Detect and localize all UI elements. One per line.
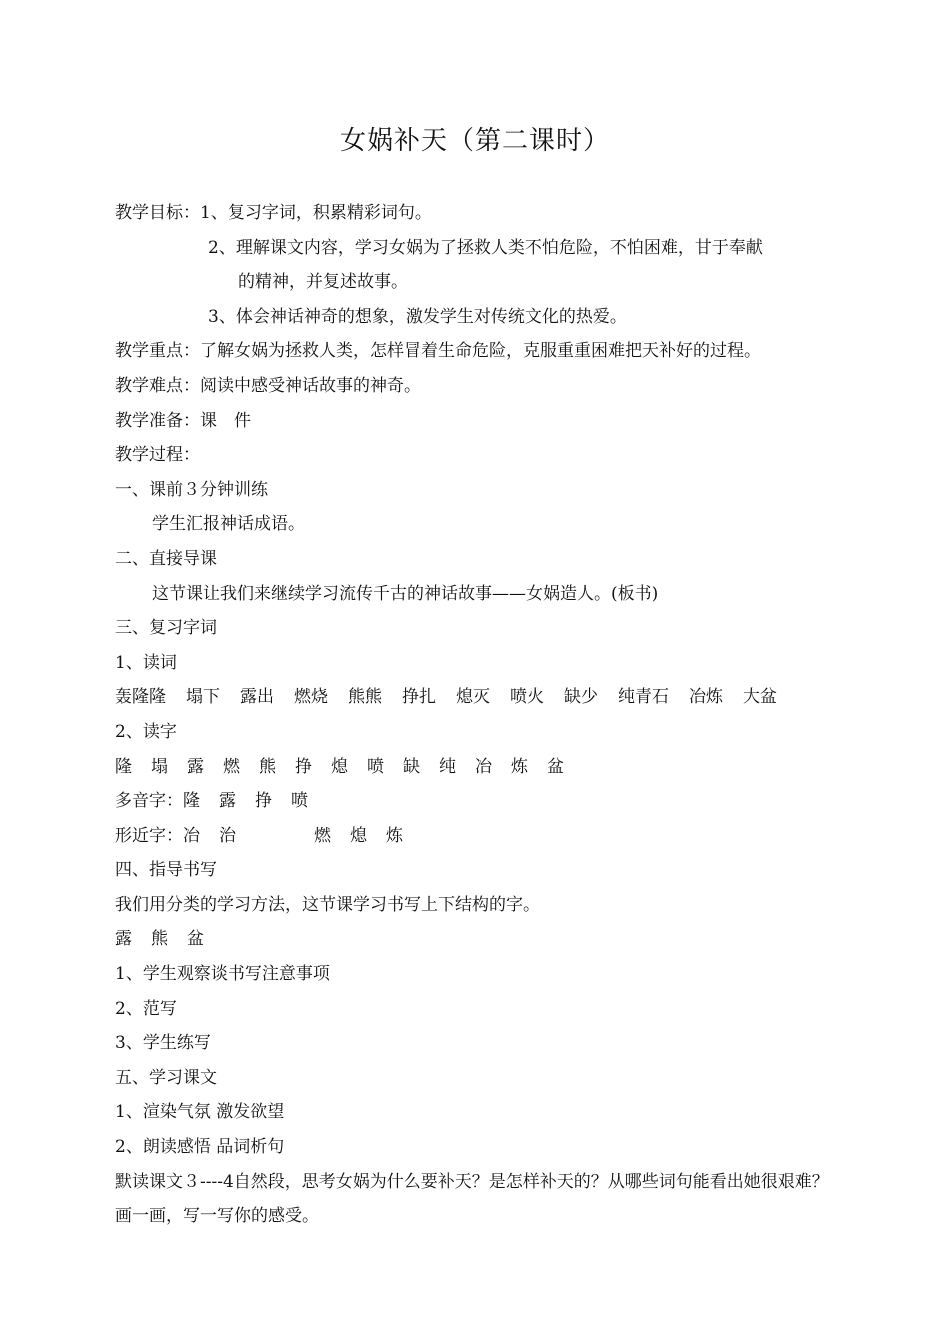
goal-item-2: 2、理解课文内容，学习女娲为了拯救人类不怕危险，不怕困难，甘于奉献 <box>208 237 763 258</box>
section-4-step-2: 2、范写 <box>115 998 177 1019</box>
preparation: 教学准备：课 件 <box>115 410 251 431</box>
section-2-text: 这节课让我们来继续学习流传千古的神话故事——女娲造人。(板书) <box>152 583 659 604</box>
char-item: 燃 <box>223 756 240 777</box>
word-item: 缺少 <box>564 687 598 708</box>
word-item: 露出 <box>240 687 274 708</box>
goal-item-2-continued: 的精神，并复述故事。 <box>238 272 408 293</box>
char-item: 熄 <box>331 756 348 777</box>
section-4-step-3: 3、学生练写 <box>115 1033 211 1054</box>
section-5-paragraph: 默读课文３----4自然段，思考女娲为什么要补天？是怎样补天的？从哪些词句能看出她很艰难？画一画，写一写你的感受。 <box>115 1171 829 1227</box>
char-item: 炼 <box>511 756 528 777</box>
polyphone-char: 隆 <box>183 791 200 812</box>
polyphone-label: 多音字： <box>115 791 183 812</box>
key-point: 教学重点：了解女娲为拯救人类，怎样冒着生命危险，克服重重困难把天补好的过程。 <box>115 341 761 362</box>
similar-char: 燃 <box>314 825 331 846</box>
similar-char: 熄 <box>350 825 367 846</box>
goal-item-3: 3、体会神话神奇的想象，激发学生对传统文化的热爱。 <box>208 306 627 327</box>
char-item: 塌 <box>151 756 168 777</box>
section-4-title: 四、指导书写 <box>115 860 217 881</box>
section-2-title: 二、直接导课 <box>115 548 217 569</box>
writing-char: 露 <box>115 929 132 950</box>
char-item: 隆 <box>115 756 132 777</box>
char-item: 盆 <box>547 756 564 777</box>
word-item: 熊熊 <box>348 687 382 708</box>
section-5-title: 五、学习课文 <box>115 1067 217 1088</box>
word-item: 熄灭 <box>456 687 490 708</box>
goal-item-1: 1、复习字词，积累精彩词句。 <box>200 203 432 223</box>
polyphone-char: 喷 <box>291 791 308 812</box>
document-title: 女娲补天（第二课时） <box>339 126 610 156</box>
section-5-step-1: 1、渲染气氛 激发欲望 <box>115 1102 285 1123</box>
teaching-goals-label: 教学目标： <box>115 203 200 223</box>
polyphone-row <box>115 784 845 819</box>
section-1-title: 一、课前３分钟训练 <box>115 479 268 500</box>
words-row <box>115 680 845 715</box>
read-words-title: 1、读词 <box>115 652 177 673</box>
similar-row <box>115 819 845 854</box>
section-5-step-2: 2、朗读感悟 品词析句 <box>115 1137 285 1158</box>
writing-chars-row <box>115 922 845 957</box>
chars-row <box>115 750 845 785</box>
similar-char: 冶 <box>183 825 200 846</box>
char-item: 纯 <box>439 756 456 777</box>
process-heading: 教学过程： <box>115 445 200 466</box>
char-item: 露 <box>187 756 204 777</box>
section-4-text: 我们用分类的学习方法，这节课学习书写上下结构的字。 <box>115 894 540 915</box>
word-item: 冶炼 <box>689 687 723 708</box>
polyphone-char: 露 <box>219 791 236 812</box>
read-chars-title: 2、读字 <box>115 721 177 742</box>
difficulty: 教学难点：阅读中感受神话故事的神奇。 <box>115 375 421 396</box>
section-1-text: 学生汇报神话成语。 <box>152 514 305 535</box>
char-item: 缺 <box>403 756 420 777</box>
document-body <box>115 196 845 1234</box>
similar-char: 炼 <box>386 825 403 846</box>
word-item: 轰隆隆 <box>115 687 166 708</box>
writing-char: 熊 <box>151 929 168 950</box>
word-item: 燃烧 <box>294 687 328 708</box>
similar-char: 治 <box>219 825 236 846</box>
char-item: 冶 <box>475 756 492 777</box>
word-item: 喷火 <box>510 687 544 708</box>
section-3-title: 三、复习字词 <box>115 618 217 639</box>
writing-char: 盆 <box>187 929 204 950</box>
polyphone-char: 挣 <box>255 791 272 812</box>
section-4-step-1: 1、学生观察谈书写注意事项 <box>115 964 330 985</box>
word-item: 挣扎 <box>402 687 436 708</box>
word-item: 纯青石 <box>618 687 669 708</box>
similar-label: 形近字： <box>115 825 183 846</box>
word-item: 塌下 <box>186 687 220 708</box>
teaching-goals-line <box>115 196 845 231</box>
word-item: 大盆 <box>743 687 777 708</box>
char-item: 熊 <box>259 756 276 777</box>
char-item: 喷 <box>367 756 384 777</box>
char-item: 挣 <box>295 756 312 777</box>
